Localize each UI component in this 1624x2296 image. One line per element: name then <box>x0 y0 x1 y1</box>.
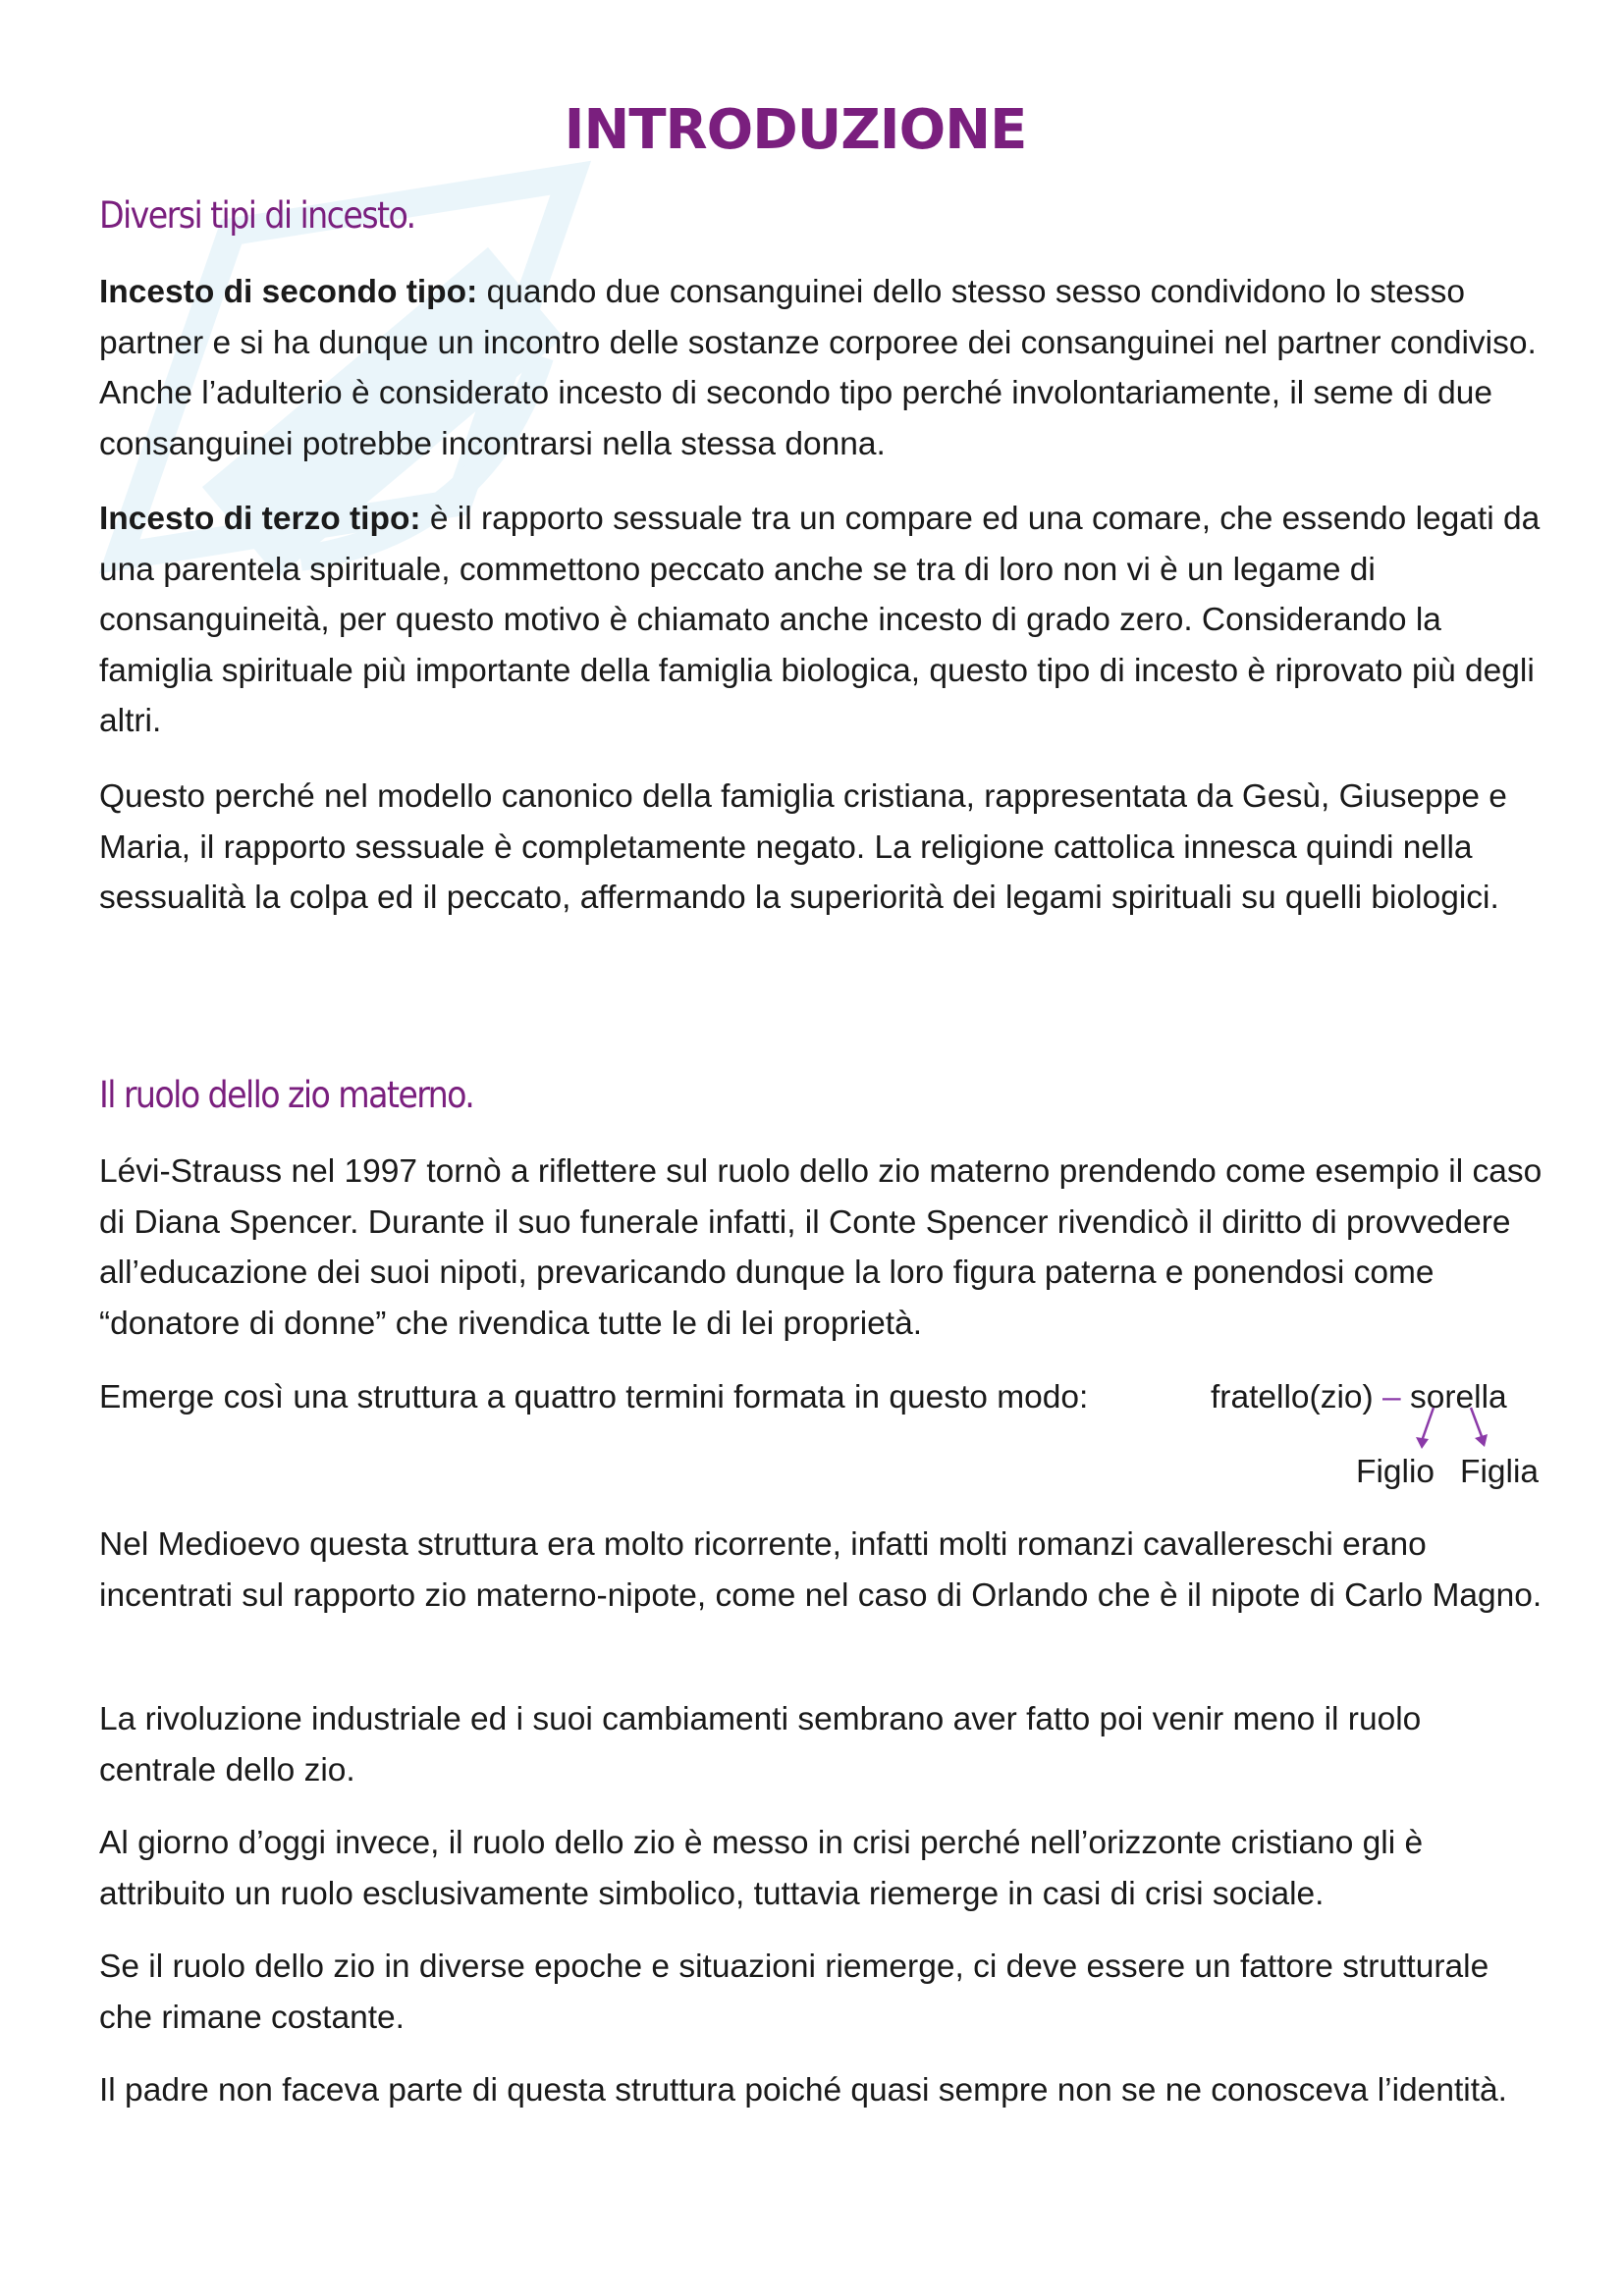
arrow-to-daughter <box>1471 1408 1483 1439</box>
paragraph-levi-strauss: Lévi-Strauss nel 1997 tornò a riflettere sul ruolo dello zio materno prendendo come esempio il caso di Diana Spencer. Durante il suo funerale infatti, il Conte Spencer rivendicò il diritto di provvedere all’educazione dei suoi nipoti, prevaricando dunque la loro figura paterna e ponendosi come “donatore di donne” che rivendica tutte le di lei proprietà. <box>99 1153 1543 1342</box>
page-title: INTRODUZIONE <box>564 98 1027 162</box>
paragraph-third-type-text: è il rapporto sessuale tra un compare ed una comare, che essendo legati da una parentela spirituale, commettono peccato anche se tra di loro non vi è un legame di consanguineità, per questo motivo è chiamato anche incesto di grado zero. Considerando la famiglia spirituale più importante della famiglia biologica, questo tipo di incesto è riprovato più degli altri. <box>99 501 1541 739</box>
paragraph-industrial-revolution: La rivoluzione industriale ed i suoi cambiamenti sembrano aver fatto poi venir meno il ruolo centrale dello zio. <box>99 1701 1422 1789</box>
paragraph-christian-family: Questo perché nel modello canonico della famiglia cristiana, rappresentata da Gesù, Giuseppe e Maria, il rapporto sessuale è completamente negato. La religione cattolica innesca quindi nella sessualità la colpa ed il peccato, affermando la superiorità dei legami spirituali su quelli biologici. <box>99 778 1507 916</box>
paragraph-second-type-text: quando due consanguinei dello stesso sesso condividono lo stesso partner e si ha dunque un incontro delle sostanze corporee dei consanguinei nel partner condiviso. Anche l’adulterio è considerato incesto di secondo tipo perché involontariamente, il seme di due consanguinei potrebbe incontrarsi nella stessa donna. <box>99 274 1537 462</box>
section-heading-maternal-uncle: Il ruolo dello zio materno. <box>99 1074 474 1116</box>
term-sister: sorella <box>1409 1379 1507 1415</box>
term-second-type: Incesto di secondo tipo: <box>99 274 478 310</box>
paragraph-middle-ages: Nel Medioevo questa struttura era molto ricorrente, infatti molti romanzi cavallereschi erano incentrati sul rapporto zio materno-nipote, come nel caso di Orlando che è il nipote di Carlo Magno. <box>99 1526 1543 1614</box>
term-third-type: Incesto di terzo tipo: <box>99 501 421 537</box>
kinship-arrows <box>1414 1404 1492 1453</box>
paragraph-third-type <box>99 494 1543 747</box>
paragraph-structural-factor: Se il ruolo dello zio in diverse epoche e situazioni riemerge, ci deve essere un fattore strutturale che rimane costante. <box>99 1949 1489 2036</box>
structure-line <box>99 1372 1543 1423</box>
structure-intro: Emerge così una struttura a quattro termini formata in questo modo: <box>99 1379 1089 1415</box>
paragraph-father: Il padre non faceva parte di questa struttura poiché quasi sempre non se ne conosceva l’identità. <box>99 2072 1507 2109</box>
section-heading-incest-types: Diversi tipi di incesto. <box>99 194 415 237</box>
paragraph-second-type <box>99 267 1543 469</box>
term-dash: – <box>1382 1379 1401 1415</box>
paragraph-today: Al giorno d’oggi invece, il ruolo dello zio è messo in crisi perché nell’orizzonte cristiano gli è attribuito un ruolo esclusivamente simbolico, tuttavia riemerge in casi di crisi sociale. <box>99 1825 1424 1912</box>
arrow-to-son <box>1422 1408 1434 1441</box>
term-son: Figlio <box>1356 1454 1435 1490</box>
term-brother: fratello(zio) <box>1211 1379 1374 1415</box>
term-daughter: Figlia <box>1460 1454 1540 1490</box>
